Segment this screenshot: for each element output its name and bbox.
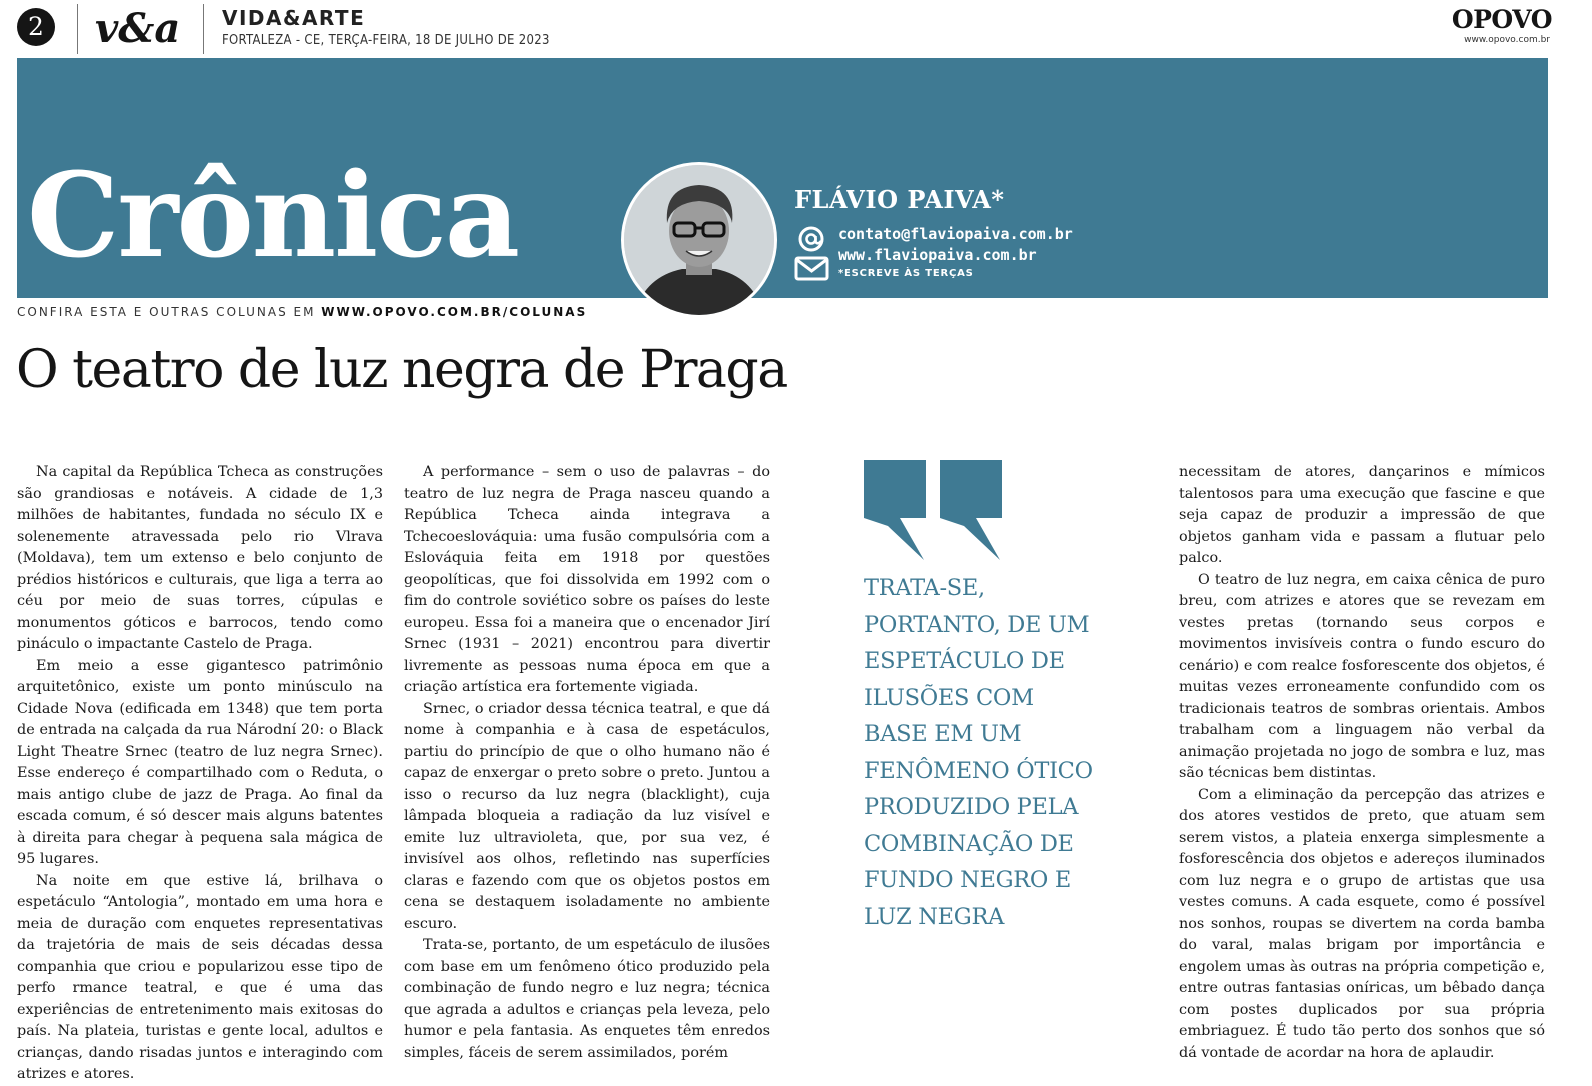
paragraph: Em meio a esse gigantesco patrimônio arquitetônico, existe um ponto minúsculo na Cidade Nova (edificada em 1348) que tem porta de entrada na calçada da rua Národní 20: o Black Light Theatre Srnec (teatro de luz negra Srnec). Esse endereço é compartilhado com o Reduta, o mais antigo clube de jazz de Praga. Ao final da escada comum, é só descer mais alguns batentes à direita para chegar à pequena sala mágica de 95 lugares.	[17, 657, 383, 867]
section-title: VIDA&ARTE	[222, 6, 366, 30]
more-columns-text: CONFIRA ESTA E OUTRAS COLUNAS EM	[17, 305, 322, 319]
article-headline: O teatro de luz negra de Praga	[16, 340, 787, 400]
newspaper-logo: OPOVO	[1451, 5, 1552, 34]
paragraph: O teatro de luz negra, em caixa cênica de puro breu, com atrizes e atores que se revezam em vestes pretas (tornando seus corpos e movimentos invisíveis contra o fundo escuro do cenário) e com realce fosforescente dos objetos, é muitas vezes erroneamente confundido com os tradicionais teatros de sombras orientais. Ambos trabalham com a linguagem não verbal da animação projetada no jogo de sombra e luz, mas são técnicas bem distintas.	[1179, 571, 1545, 781]
svg-text:v&a: v&a	[95, 5, 181, 52]
author-email[interactable]: contato@flaviopaiva.com.br	[838, 225, 1073, 243]
header-divider	[203, 4, 204, 54]
article-column-2	[404, 462, 770, 1064]
more-columns-link[interactable]: WWW.OPOVO.COM.BR/COLUNAS	[321, 305, 588, 319]
article-column-4	[1179, 462, 1545, 1064]
author-name: FLÁVIO PAIVA*	[794, 185, 1005, 214]
paragraph: Na capital da República Tcheca as construções são grandiosas e notáveis. A cidade de 1,3 milhões de habitantes, fundada no século IX e solenemente atravessada pelo rio Vlrava (Moldava), tem um extenso e belo conjunto de prédios históricos e culturais, que liga a terra ao céu por meio de suas torres, cúpulas e monumentos góticos e barrocos, tendo como pináculo o impactante Castelo de Praga.	[17, 464, 383, 652]
paragraph: Srnec, o criador dessa técnica teatral, e que dá nome à companhia e à casa de espetáculos, partiu do princípio de que o olho humano não é capaz de enxergar o preto sobre o preto. Juntou a isso o recurso da luz negra (blacklight), cuja lâmpada bloqueia a radiação da luz visível e emite luz ultravioleta, que, por sua vez, é invisível aos olhos, refletindo nas superfícies claras e fazendo com que os objetos postos em cena se destaquem isoladamente no ambiente escuro.	[404, 700, 770, 932]
more-columns-line	[17, 305, 587, 319]
quote-marks-icon	[864, 460, 1004, 560]
section-logo	[93, 2, 188, 56]
page-number-badge: 2	[17, 8, 55, 46]
column-banner	[17, 58, 1548, 298]
paragraph: Com a eliminação da percepção das atrizes e dos atores vestidos de preto, que atuam sem serem vistos, a plateia enxerga simplesmente a fosforescência dos objetos e adereços iluminados com luz negra e o grupo de artistas que usa vestes comuns. A cada esquete, como é possível nos sonhos, roupas se divertem na corda bamba do varal, malas brigam por importância e engolem umas às outras na própria competição e, entre outras fantasias oníricas, um bêbado dança com postes duplicados por sua própria embriaguez. É tudo tão perto dos sonhos que só dá vontade de acordar na hora de aplaudir.	[1179, 786, 1545, 1061]
newspaper-url: www.opovo.com.br	[1464, 35, 1550, 45]
paragraph: Trata-se, portanto, de um espetáculo de ilusões com base em um fenômeno ótico produzido pela combinação de fundo negro e luz negra; técnica que agrada a adultos e crianças pela leveza, pelo humor e pela fantasia. As enquetes têm enredos simples, fáceis de serem assimilados, porém	[404, 937, 770, 1061]
envelope-icon	[796, 258, 827, 279]
author-note: *ESCREVE ÀS TERÇAS	[838, 268, 974, 279]
author-website[interactable]: www.flaviopaiva.com.br	[838, 246, 1037, 264]
paragraph: A performance – sem o uso de palavras – do teatro de luz negra de Praga nasceu quando a República Tcheca ainda integrava a Tchecoeslováquia: uma fusão compulsória com a Eslováquia feita em 1918 por questões geopolíticas, que foi dissolvida em 1992 com o fim do controle soviético sobre os países do leste europeu. Essa foi a maneira que o encenador Jirí Srnec (1931 – 2021) encontrou para divertir livremente as pessoas numa época em que a criação artística era fortemente vigiada.	[404, 464, 770, 695]
page-header	[0, 0, 1592, 60]
column-name: Crônica	[27, 148, 519, 284]
pull-quote: TRATA-SE, PORTANTO, DE UM ESPETÁCULO DE ILUSÕES COM BASE EM UM FENÔMENO ÓTICO PRODUZIDO PELA COMBINAÇÃO DE FUNDO NEGRO E LUZ NEGRA	[864, 575, 1093, 930]
dateline: FORTALEZA - CE, TERÇA-FEIRA, 18 DE JULHO DE 2023	[222, 33, 550, 48]
contact-icons	[794, 226, 830, 282]
paragraph: necessitam de atores, dançarinos e mímicos talentosos para uma execução que fascine e que seja capaz de produzir a impressão de que objetos ganham vida e passam a flutuar pelo palco.	[1179, 464, 1545, 566]
paragraph: Na noite em que estive lá, brilhava o espetáculo “Antologia”, montado em uma hora e meia de duração com enquetes representativas da trajetória de mais de seis décadas dessa companhia que criou e popularizou esse tipo de perfo rmance teatral, e que é uma das experiências de entretenimento mais exitosas do país. Na plateia, turistas e gente local, adultos e crianças, dando risadas juntos e interagindo com atrizes e atores.	[17, 872, 383, 1082]
author-photo	[621, 162, 777, 318]
header-divider	[77, 4, 78, 54]
article-column-1	[17, 462, 383, 1086]
at-sign-icon	[800, 228, 822, 250]
